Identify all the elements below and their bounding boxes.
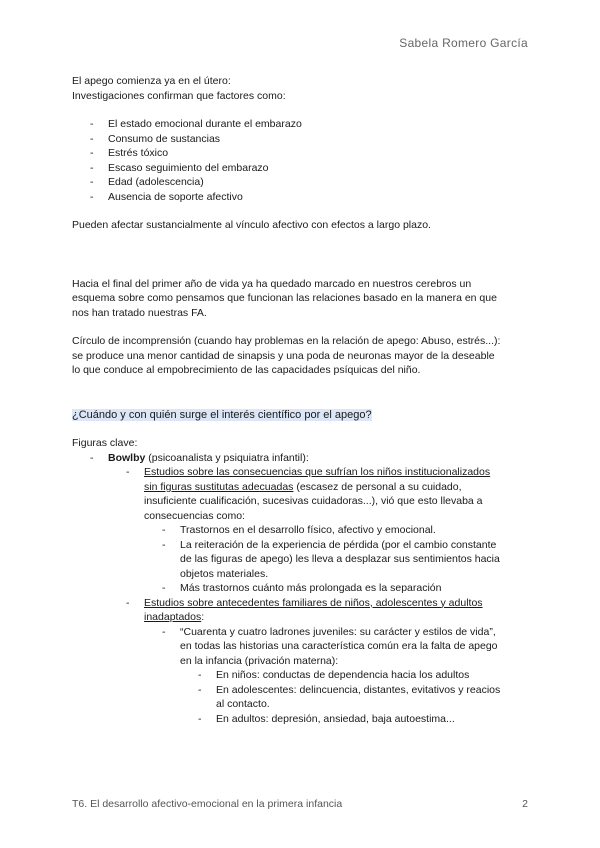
text-line: nos han tratado nuestras FA. <box>72 306 207 319</box>
list-item: - En adultos: depresión, ansiedad, baja autoestima... <box>72 712 532 727</box>
study-1 <box>72 465 532 480</box>
study2-underline-2: inadaptados <box>144 611 202 623</box>
paragraph-circle <box>72 334 532 378</box>
intro-line-2: Investigaciones confirman que factores como: <box>72 89 286 102</box>
study2-cont <box>72 610 532 625</box>
list-item <box>72 625 532 669</box>
footer-title: T6. El desarrollo afectivo-emocional en la primera infancia <box>72 798 343 810</box>
list-item <box>72 538 532 582</box>
list-item: - Trastornos en el desarrollo físico, afectivo y emocional. <box>72 523 532 538</box>
list-item: - El estado emocional durante el embarazo <box>72 117 532 132</box>
list-item: - Estrés tóxico <box>72 146 532 161</box>
study-2 <box>72 596 532 611</box>
bowlby-name: Bowlby <box>108 451 146 464</box>
figuras-label: Figuras clave: <box>72 437 138 449</box>
text-line: en la infancia (privación materna): <box>180 654 339 667</box>
header-author: Sabela Romero García <box>399 36 528 50</box>
study1-cont <box>72 480 532 495</box>
list-item: - Consumo de sustancias <box>72 132 532 147</box>
page-number: 2 <box>522 798 528 810</box>
page-content <box>72 74 532 726</box>
text-line: objetos materiales. <box>180 567 269 580</box>
text-line: Círculo de incomprensión (cuando hay problemas en la relación de apego: Abuso, estrés...): <box>72 335 501 347</box>
study1-underline-1: Estudios sobre las consecuencias que sufrían los niños institucionalizados <box>144 466 491 478</box>
intro-line-1: El apego comienza ya en el útero: <box>72 75 231 87</box>
text-line: en todas las historias una característica común era la falta de apego <box>180 640 498 652</box>
study1-rest: (escasez de personal a su cuidado, <box>293 480 462 493</box>
paragraph-brain-scheme <box>72 277 532 321</box>
study2-colon: : <box>201 611 205 623</box>
bowlby-item <box>72 451 532 466</box>
list-item: - Ausencia de soporte afectivo <box>72 190 532 205</box>
study1-line4: consecuencias como: <box>144 509 245 522</box>
bowlby-desc: (psicoanalista y psiquiatra infantil): <box>145 451 309 464</box>
text-line: de las figuras de apego) les lleva a desplazar sus sentimientos hacia <box>180 553 500 565</box>
text-line: - En adolescentes: delincuencia, distantes, evitativos y reacios <box>216 683 501 696</box>
study1-line3: insuficiente cualificación, sucesivas cuidadoras...), vió que esto llevaba a <box>144 495 483 507</box>
text-line: - La reiteración de la experiencia de pérdida (por el cambio constante <box>180 538 497 551</box>
text-line: se produce una menor cantidad de sinapsis y una poda de neuronas mayor de la deseable <box>72 349 495 362</box>
text-line: al contacto. <box>216 698 270 710</box>
study2-underline-1: Estudios sobre antecedentes familiares de niños, adolescentes y adultos <box>144 596 483 609</box>
list-item: - Edad (adolescencia) <box>72 175 532 190</box>
text-line: esquema sobre como pensamos que funcionan las relaciones basado en la manera en que <box>72 292 497 304</box>
intro-conclusion: Pueden afectar sustancialmente al vínculo afectivo con efectos a largo plazo. <box>72 219 431 231</box>
text-line: Hacia el final del primer año de vida ya ha quedado marcado en nuestros cerebros un <box>72 277 472 290</box>
list-item <box>72 683 532 712</box>
study1-underline-2: sin figuras sustitutas adecuadas <box>144 480 294 493</box>
text-line: - “Cuarenta y cuatro ladrones juveniles: su carácter y estilos de vida”, <box>180 625 496 638</box>
list-item: - Escaso seguimiento del embarazo <box>72 161 532 176</box>
text-line: lo que conduce al empobrecimiento de las capacidades psíquicas del niño. <box>72 364 421 376</box>
list-item: - En niños: conductas de dependencia hacia los adultos <box>72 668 532 683</box>
section-heading: ¿Cuándo y con quién surge el interés científico por el apego? <box>72 408 372 421</box>
factors-list <box>72 117 532 204</box>
list-item: - Más trastornos cuánto más prolongada es la separación <box>72 581 532 596</box>
